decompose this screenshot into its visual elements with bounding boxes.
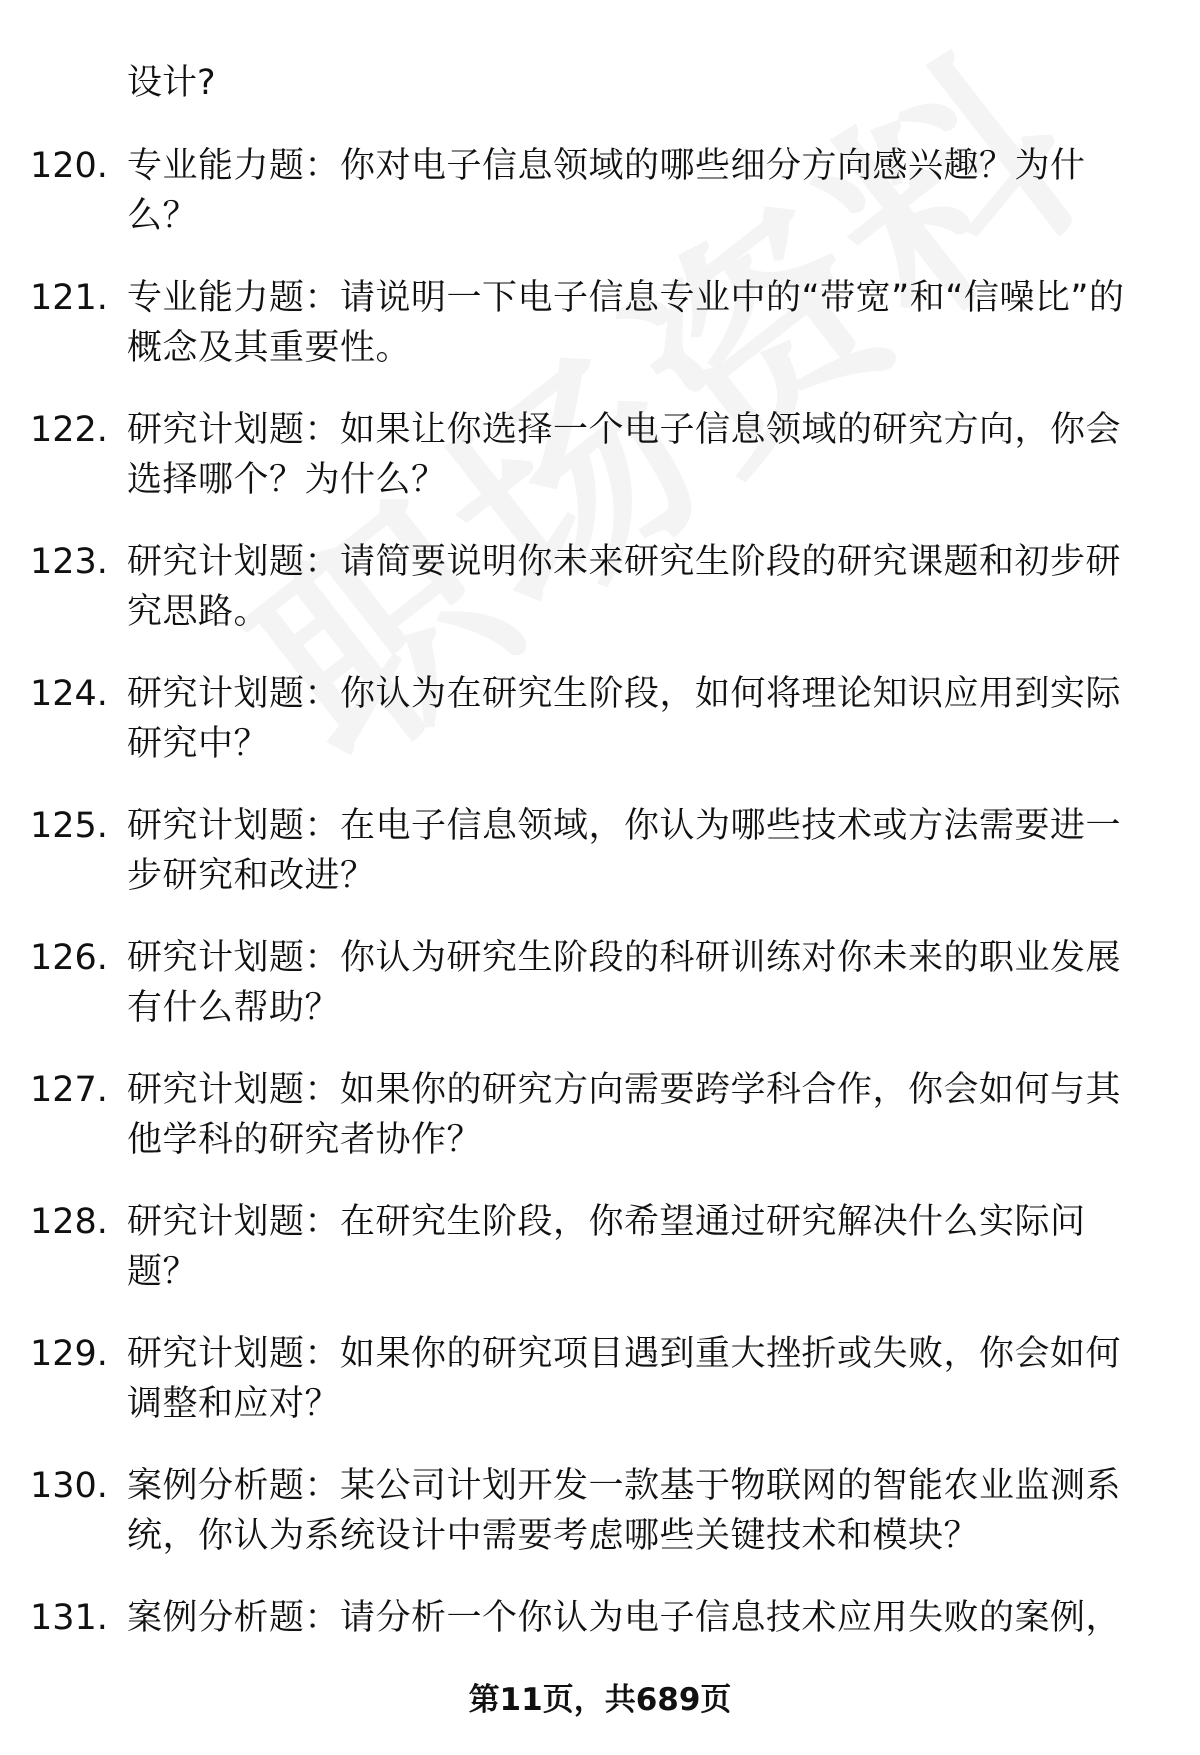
list-item [30,273,1150,373]
question-text: 研究计划题：你认为研究生阶段的科研训练对你未来的职业发展有什么帮助？ [127,938,1122,1028]
list-item [30,405,1150,505]
question-number: 131. [30,1598,108,1638]
question-text: 研究计划题：如果你的研究方向需要跨学科合作，你会如何与其他学科的研究者协作？ [127,1070,1122,1160]
question-text: 研究计划题：请简要说明你未来研究生阶段的研究课题和初步研究思路。 [127,542,1122,632]
question-number: 126. [30,938,108,978]
list-item [30,669,1150,769]
list-item [30,1197,1150,1297]
question-text: 研究计划题：在电子信息领域，你认为哪些技术或方法需要进一步研究和改进？ [127,806,1122,896]
question-number: 122. [30,410,108,450]
question-text: 研究计划题：如果让你选择一个电子信息领域的研究方向，你会选择哪个？为什么？ [127,410,1122,500]
list-item [30,141,1150,241]
continuation-text: 设计? [127,63,216,103]
list-item [30,1593,1150,1643]
question-text: 专业能力题：你对电子信息领域的哪些细分方向感兴趣？为什么？ [127,146,1086,236]
question-list [30,141,1150,1675]
question-number: 120. [30,146,108,186]
question-text: 案例分析题：某公司计划开发一款基于物联网的智能农业监测系统，你认为系统设计中需要考虑哪些关键技术和模块？ [127,1466,1122,1556]
question-text: 研究计划题：你认为在研究生阶段，如何将理论知识应用到实际研究中？ [127,674,1122,764]
question-number: 121. [30,278,108,318]
list-item [30,1065,1150,1165]
list-item [30,1329,1150,1429]
question-number: 129. [30,1334,108,1374]
question-text: 案例分析题：请分析一个你认为电子信息技术应用失败的案例， [127,1598,1122,1638]
question-text: 研究计划题：如果你的研究项目遇到重大挫折或失败，你会如何调整和应对？ [127,1334,1122,1424]
question-number: 128. [30,1202,108,1242]
list-item [30,801,1150,901]
list-item [30,1461,1150,1561]
question-number: 130. [30,1466,108,1506]
question-number: 123. [30,542,108,582]
question-number: 125. [30,806,108,846]
question-number: 124. [30,674,108,714]
page-footer: 第11页，共689页 [468,1682,732,1718]
question-number: 127. [30,1070,108,1110]
question-text: 专业能力题：请说明一下电子信息专业中的“带宽”和“信噪比”的概念及其重要性。 [127,278,1125,368]
list-item [30,537,1150,637]
question-text: 研究计划题：在研究生阶段，你希望通过研究解决什么实际问题？ [127,1202,1086,1292]
list-item [30,933,1150,1033]
